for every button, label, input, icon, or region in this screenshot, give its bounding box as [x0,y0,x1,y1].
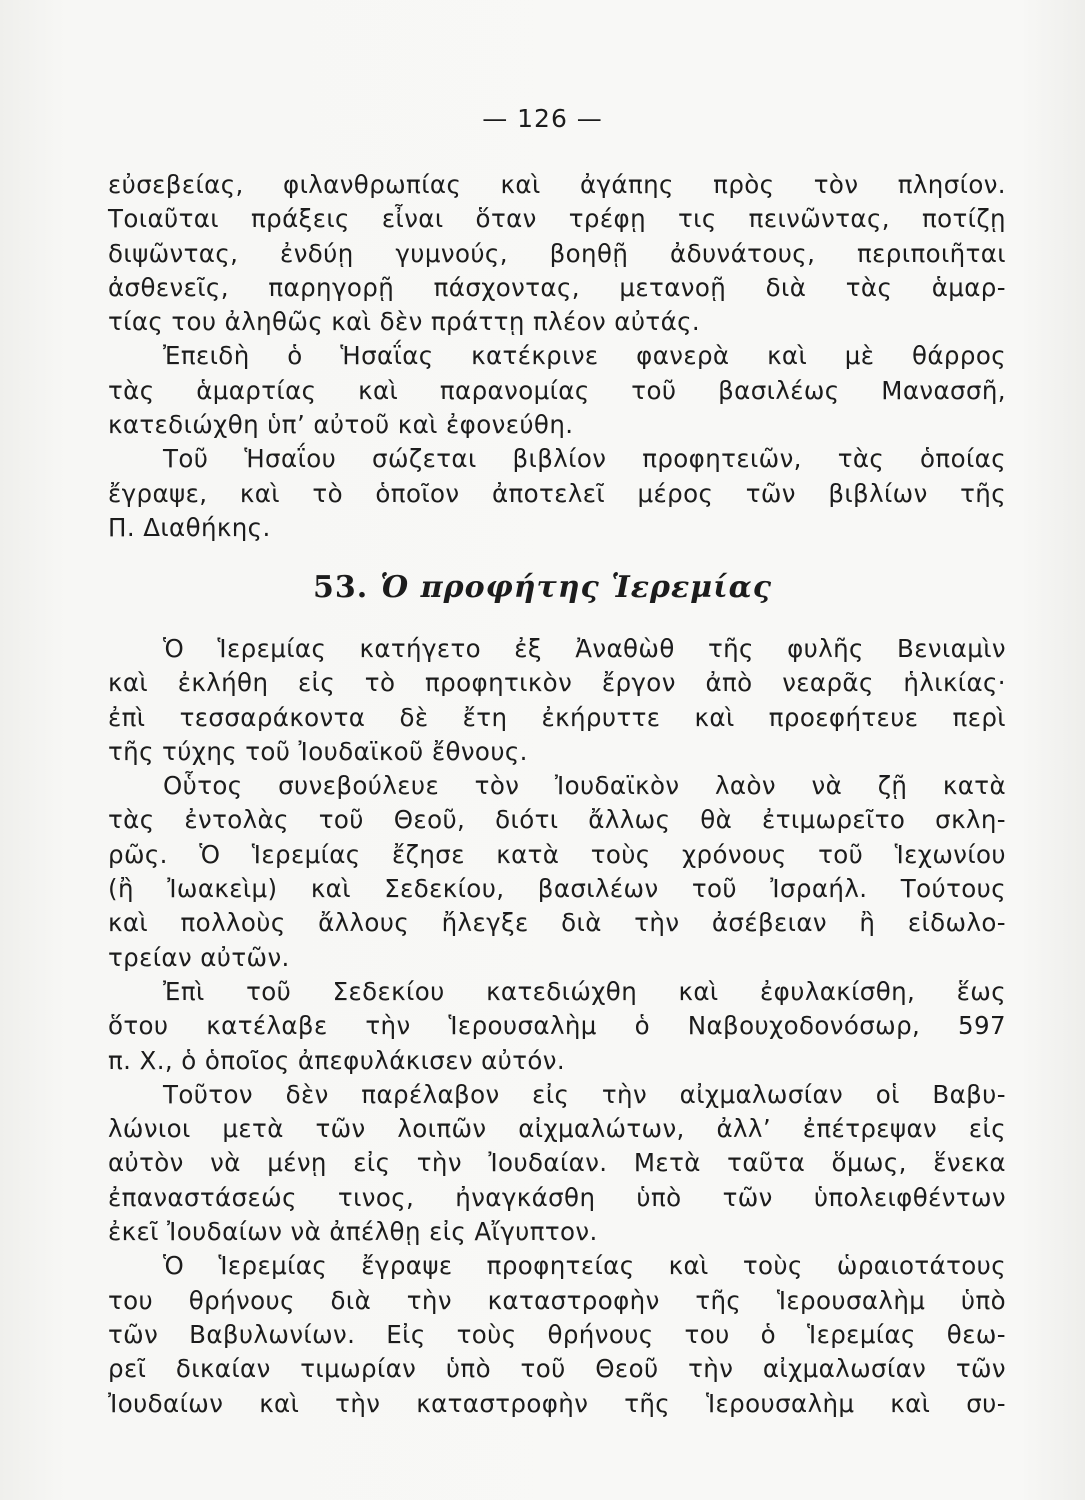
page-number: — 126 — [482,104,603,133]
text-line: αὐτὸν νὰ μένῃ εἰς τὴν Ἰουδαίαν. Μετὰ ταῦτα ὅμως, ἕνεκα [108,1148,1006,1178]
text-line: καὶ πολλοὺς ἄλλους ἤλεγξε διὰ τὴν ἀσέβειαν ἢ εἰδωλο- [108,908,1006,938]
text-line: Ὁ Ἱερεμίας ἔγραψε προφητείας καὶ τοὺς ὡραιοτάτους [163,1251,1006,1281]
text-line: του θρήνους διὰ τὴν καταστροφὴν τῆς Ἱερουσαλὴμ ὑπὸ [108,1285,1006,1315]
section-title: Ὁ προφήτης Ἱερεμίας [380,570,773,605]
text-line: τὰς ἐντολὰς τοῦ Θεοῦ, διότι ἄλλως θὰ ἐτιμωρεῖτο σκλη- [108,805,1006,835]
text-line: τῆς τύχης τοῦ Ἰουδαϊκοῦ ἔθνους. [108,736,528,766]
text-line: καὶ ἐκλήθη εἰς τὸ προφητικὸν ἔργον ἀπὸ νεαρᾶς ἡλικίας· [108,668,1006,698]
text-line: Ἐπειδὴ ὁ Ἡσαΐας κατέκρινε φανερὰ καὶ μὲ θάρρος [163,341,1006,371]
text-line: τῶν Βαβυλωνίων. Εἰς τοὺς θρήνους του ὁ Ἱερεμίας θεω- [108,1319,1006,1349]
text-line: Οὗτος συνεβούλευε τὸν Ἰουδαϊκὸν λαὸν νὰ ζῇ κατὰ [163,771,1006,801]
text-line: διψῶντας, ἐνδύῃ γυμνούς, βοηθῇ ἀδυνάτους, περιποιῆται [108,238,1006,268]
text-line: ρεῖ δικαίαν τιμωρίαν ὑπὸ τοῦ Θεοῦ τὴν αἰχμαλωσίαν τῶν [108,1354,1006,1384]
text-line: ρῶς. Ὁ Ἱερεμίας ἔζησε κατὰ τοὺς χρόνους τοῦ Ἱεχωνίου [108,839,1006,869]
text-line: Π. Διαθήκης. [108,512,271,542]
text-line: Ἰουδαίων καὶ τὴν καταστροφὴν τῆς Ἱερουσαλὴμ καὶ συ- [108,1388,1006,1418]
section-heading [0,570,1085,605]
text-block-section [108,632,1006,1421]
text-line: ἐκεῖ Ἰουδαίων νὰ ἀπέλθῃ εἰς Αἴγυπτον. [108,1217,598,1247]
text-line: τὰς ἁμαρτίας καὶ παρανομίας τοῦ βασιλέως Μανασσῆ, [108,375,1006,405]
text-line: Ὁ Ἱερεμίας κατήγετο ἐξ Ἀναθὼθ τῆς φυλῆς Βενιαμὶν [163,634,1006,663]
text-line: τίας του ἀληθῶς καὶ δὲν πράττῃ πλέον αὐτάς. [108,307,701,337]
text-line: λώνιοι μετὰ τῶν λοιπῶν αἰχμαλώτων, ἀλλ’ ἐπέτρεψαν εἰς [108,1114,1006,1144]
text-line: ἔγραψε, καὶ τὸ ὁποῖον ἀποτελεῖ μέρος τῶν βιβλίων τῆς [108,478,1006,508]
section-number: 53. [312,570,369,605]
text-line: κατεδιώχθη ὑπ’ αὐτοῦ καὶ ἐφονεύθη. [108,410,574,440]
text-line: Τοῦτον δὲν παρέλαβον εἰς τὴν αἰχμαλωσίαν οἱ Βαβυ- [163,1079,1006,1109]
text-line: Τοιαῦται πράξεις εἶναι ὅταν τρέφῃ τις πεινῶντας, ποτίζῃ [108,204,1006,234]
text-line: ἀσθενεῖς, παρηγορῇ πάσχοντας, μετανοῇ διὰ τὰς ἁμαρ- [108,272,1006,302]
text-line: Ἐπὶ τοῦ Σεδεκίου κατεδιώχθη καὶ ἐφυλακίσθη, ἕως [163,976,1006,1006]
text-line: Τοῦ Ἡσαΐου σώζεται βιβλίον προφητειῶν, τὰς ὁποίας [163,444,1006,474]
text-line: (ἢ Ἰωακεὶμ) καὶ Σεδεκίου, βασιλέων τοῦ Ἰσραήλ. Τούτους [108,874,1006,904]
text-line: π. Χ., ὁ ὁποῖος ἀπεφυλάκισεν αὐτόν. [108,1045,566,1075]
text-line: εὐσεβείας, φιλανθρωπίας καὶ ἀγάπης πρὸς τὸν πλησίον. [108,170,1006,199]
text-line: τρείαν αὐτῶν. [108,942,290,972]
text-line: ὅτου κατέλαβε τὴν Ἱερουσαλὴμ ὁ Ναβουχοδονόσωρ, 597 [108,1011,1006,1041]
text-line: ἐπαναστάσεώς τινος, ἠναγκάσθη ὑπὸ τῶν ὑπολειφθέντων [108,1182,1006,1212]
text-line: ἐπὶ τεσσαράκοντα δὲ ἔτη ἐκήρυττε καὶ προεφήτευε περὶ [108,702,1006,732]
text-block-intro [108,168,1006,545]
